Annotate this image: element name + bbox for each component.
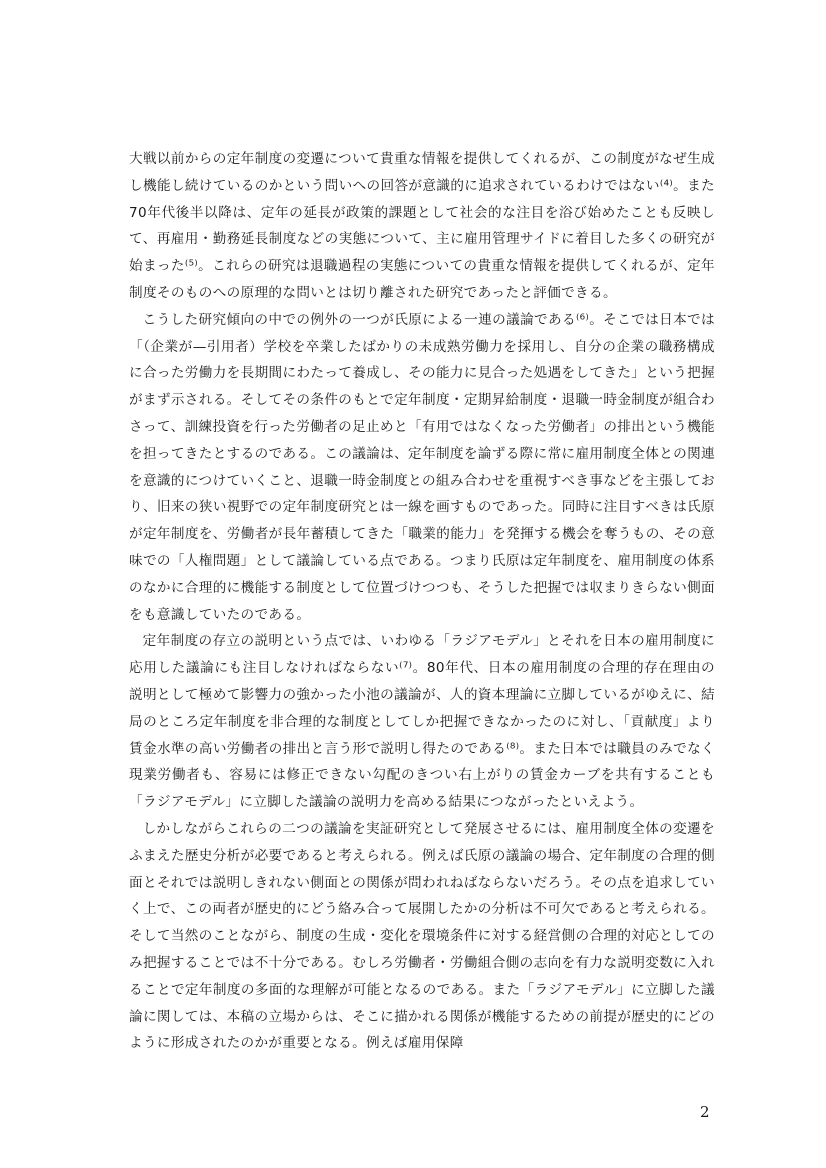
paragraph-4: しかしながらこれらの二つの議論を実証研究として発展させるには、雇用制度全体の変遷をふまえた歴史分析が必要であると考えられる。例えば氏原の議論の場合、定年制度の合理的側面とそれでは説明しきれない側面との関係が問われねばならないだろう。その点を追求していく上で、この両者が歴史的にどう絡み合って展開したかの分析は不可欠であると考えられる。そして当然のことながら、制度の生成・変化を環境条件に対する経営側の合理的対応としてのみ把握することでは不十分である。むしろ労働者・労働組合側の志向を有力な説明変数に入れることで定年制度の多面的な理解が可能となるのである。また「ラジアモデル」に立脚した議論に関しては、本稿の立場からは、そこに描かれる関係が機能するための前提が歴史的にどのように形成されたのかが重要となる。例えば雇用保障 <box>129 820 715 1052</box>
page-number: 2 <box>700 1103 710 1121</box>
paragraph-2: こうした研究傾向の中での例外の一つが氏原による一連の議論である⁽⁶⁾。そこでは日本では「（企業が—引用者）学校を卒業したばかりの未成熟労働力を採用し、自分の企業の職務構成に合った労働力を長期間にわたって養成し、その能力に見合った処遇をしてきた」という把握がまず示される。そしてその条件のもとで定年制度・定期昇給制度・退職一時金制度が組合わさって、訓練投資を行った労働者の足止めと「有用ではなくなった労働者」の排出という機能を担ってきたとするのである。この議論は、定年制度を論ずる際に常に雇用制度全体との関連を意識的につけていくこと、退職一時金制度との組み合わせを重視すべき事などを主張しており、旧来の狭い視野での定年制度研究とは一線を画すものであった。同時に注目すべきは氏原が定年制度を、労働者が長年蓄積してきた「職業的能力」を発揮する機会を奪うもの、その意味での「人権問題」として議論している点である。つまり氏原は定年制度を、雇用制度の体系のなかに合理的に機能する制度として位置づけつつも、そうした把握では収まりきらない側面をも意識していたのである。 <box>129 311 715 623</box>
paragraph-1: 大戦以前からの定年制度の変遷について貴重な情報を提供してくれるが、この制度がなぜ生成し機能し続けているのかという問いへの回答が意識的に追求されているわけではない⁽⁴⁾。また70年代後半以降は、定年の延長が政策的課題として社会的な注目を浴び始めたことも反映して、再雇用・勤務延長制度などの実態について、主に雇用管理サイドに着目した多くの研究が始まった⁽⁵⁾。これらの研究は退職過程の実態についての貴重な情報を提供してくれるが、定年制度そのものへの原理的な問いとは切り離された研究であったと評価できる。 <box>129 151 715 301</box>
page-body <box>129 146 715 1057</box>
paragraph-3: 定年制度の存立の説明という点では、いわゆる「ラジアモデル」とそれを日本の雇用制度に応用した議論にも注目しなければならない⁽⁷⁾。80年代、日本の雇用制度の合理的存在理由の説明として極めて影響力の強かった小池の議論が、人的資本理論に立脚しているがゆえに、結局のところ定年制度を非合理的な制度としてしか把握できなかったのに対し、「貢献度」より賃金水準の高い労働者の排出と言う形で説明し得たのである⁽⁸⁾。また日本では職員のみでなく現業労働者も、容易には修正できない勾配のきつい右上がりの賃金カーブを共有することも「ラジアモデル」に立脚した議論の説明力を高める結果につながったといえよう。 <box>129 633 715 811</box>
